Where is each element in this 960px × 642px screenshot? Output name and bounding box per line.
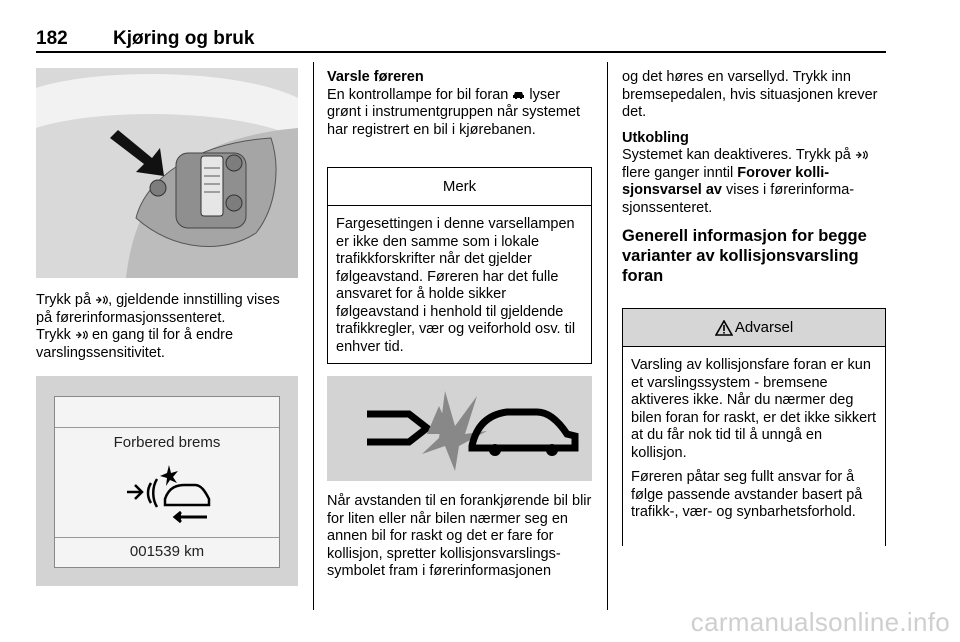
driver-info-display-illustration xyxy=(36,376,298,586)
steering-wheel-illustration xyxy=(36,68,298,278)
car-collision-icon xyxy=(327,376,592,481)
distance-setting-icon xyxy=(95,295,108,305)
distance-setting-icon xyxy=(855,150,868,160)
paragraph: Trykk en gang til for å endre varslingssensitivitet. xyxy=(36,327,234,361)
column-1-text xyxy=(36,292,298,362)
note-title: Merk xyxy=(328,168,591,206)
column-2-lower-text xyxy=(327,493,592,581)
odometer-readout: 001539 km xyxy=(129,543,205,560)
paragraph: En kontrollampe for bil foran lyser grønt i instrumentgruppen når systemet har registrert en bil i kjørebanen. xyxy=(327,86,581,138)
paragraph: Når avstanden til en forankjørende bil blir for liten eller når bilen nærmer seg en annen bil for raskt og det er fare for kollisjon, spretter kollisjonsvarslingssymbolet fram i førerinformasjonen xyxy=(327,493,592,579)
column-divider-1 xyxy=(313,62,314,610)
section-heading: Generell informasjon for begge varianter av kollisjonsvarsling foran xyxy=(622,227,867,285)
section-heading: Utkobling xyxy=(622,129,689,146)
warning-text: Varsling av kollisjonsfare foran er kun et varslingssystem - bremsene aktiveres ikke. Når du nærmer deg bilen foran for raskt, er det ikke sikkert at du får nok tid til å unngå en kollisjon. Føreren påtar seg fullt ansvar for å følge passende avstander basert på trafikk-, vær- og synbarhetsforhold. xyxy=(631,357,876,520)
note-box xyxy=(327,167,592,364)
column-3-text xyxy=(622,69,887,286)
display-title: Forbered brems xyxy=(113,434,221,451)
vehicle-ahead-icon xyxy=(512,90,525,100)
distance-setting-icon xyxy=(75,330,88,340)
paragraph: Trykk på , gjeldende innstilling vises på førerinformasjonssenteret. xyxy=(36,292,280,326)
warning-title: Advarsel xyxy=(734,319,794,336)
page-title: Kjøring og bruk xyxy=(113,28,255,49)
warning-triangle-icon xyxy=(715,320,733,336)
warning-box xyxy=(622,308,886,546)
display-screen xyxy=(54,396,280,568)
page-header xyxy=(36,22,886,52)
paragraph: Systemet kan deaktiveres. Trykk på flere ganger inntil Forover kollisjonsvarsel av vises i førerinformasjonssenteret. xyxy=(622,147,887,217)
collision-warning-icon xyxy=(125,457,215,527)
warning-title-bar xyxy=(623,309,885,347)
column-2-text xyxy=(327,69,592,139)
page-number: 182 xyxy=(36,28,68,49)
note-text: Fargesettingen i denne varsellampen er ikke den samme som i lokale trafikkforskrifter når det gjelder følgeavstand. Føreren har det fulle ansvaret for å holde sikker følgeavstand i henhold til gjeldende trafikkregler, vær og veiforhold osv. til enhver tid. xyxy=(336,216,576,355)
header-rule xyxy=(36,51,886,53)
column-divider-2 xyxy=(607,62,608,610)
section-heading: Varsle føreren xyxy=(327,69,424,85)
steering-wheel-icon xyxy=(36,68,298,278)
watermark: carmanualsonline.info xyxy=(690,607,950,637)
collision-illustration xyxy=(327,376,592,481)
paragraph: og det høres en varsellyd. Trykk inn bremsepedalen, hvis situasjonen krever det. xyxy=(622,69,878,120)
